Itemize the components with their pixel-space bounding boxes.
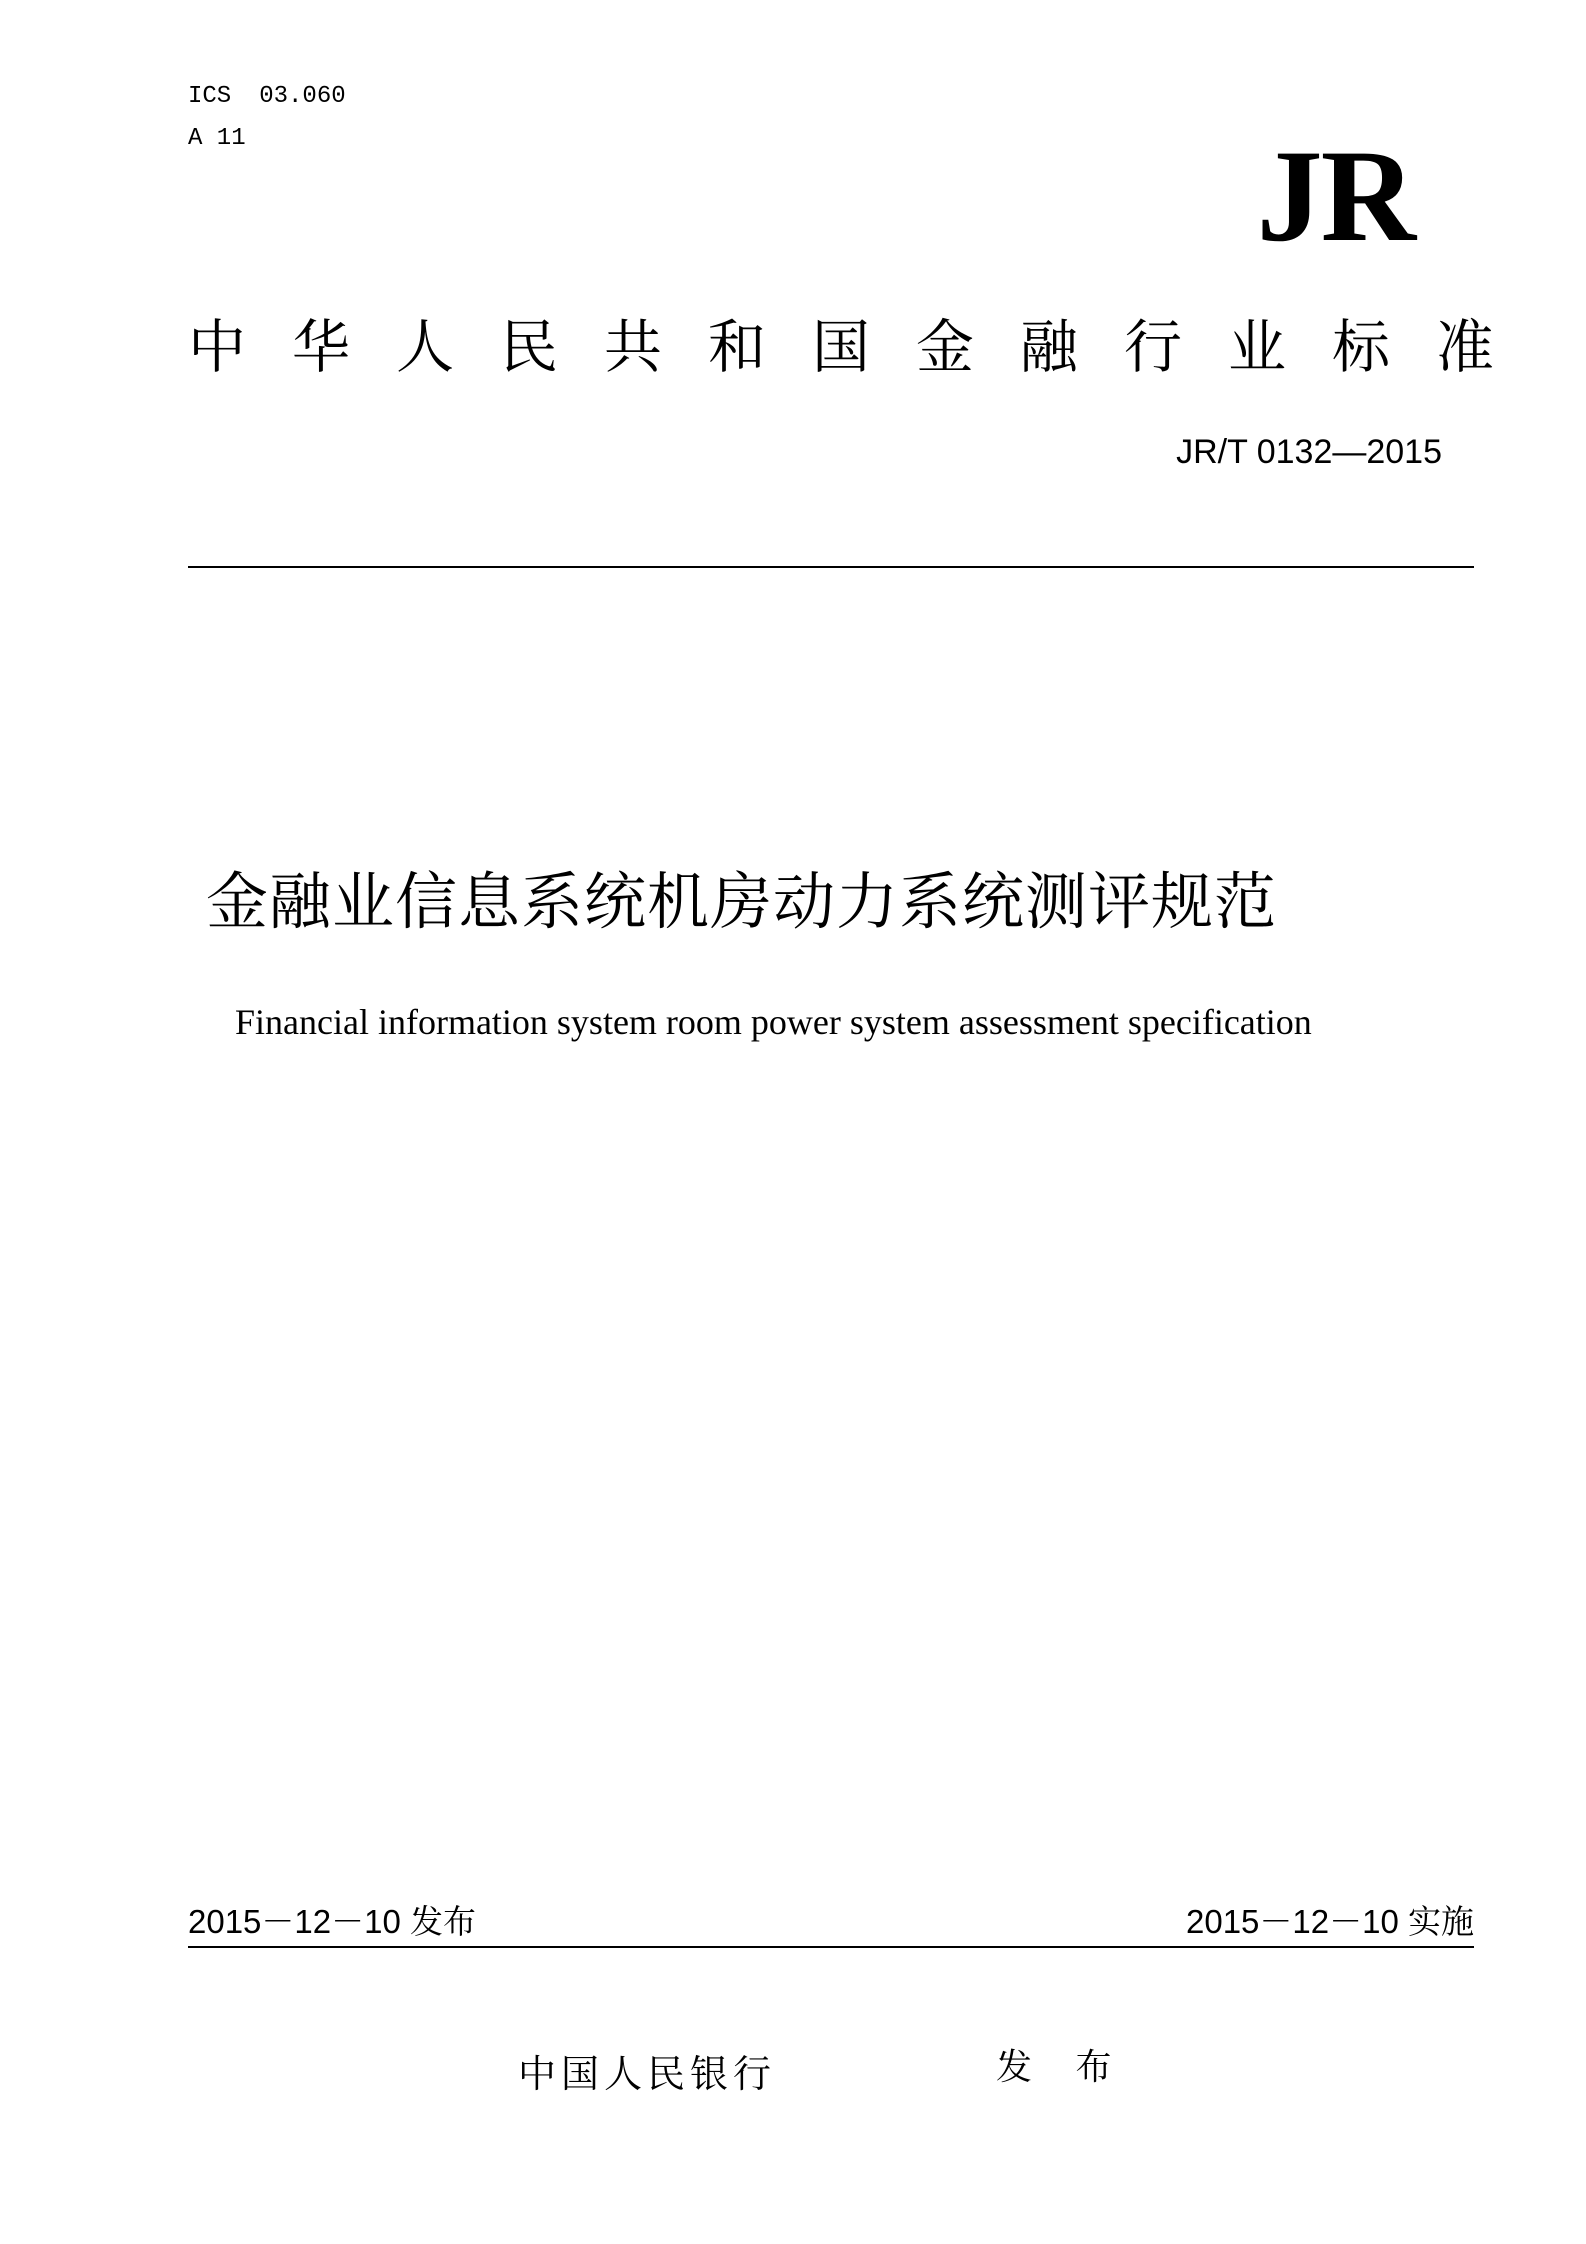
header-divider — [188, 566, 1474, 568]
jr-logo: JR — [1256, 122, 1414, 269]
issuing-authority: 中国人民银行 — [518, 2052, 777, 2096]
document-title-chinese: 金融业信息系统机房动力系统测评规范 — [206, 865, 1278, 938]
issue-date: 2015－12－10 发布 — [188, 1903, 476, 1940]
document-title-english: Financial information system room power system assessment specification — [235, 1002, 1312, 1042]
ics-label: ICS — [188, 83, 232, 110]
standard-category-heading: 中华人民共和国金融行业标准 — [188, 313, 1541, 381]
implementation-date: 2015－12－10 实施 — [1186, 1903, 1474, 1940]
ics-code: 03.060 — [259, 83, 346, 110]
issuance-label: 发 布 — [996, 2047, 1128, 2088]
ccs-classification: A 11 — [188, 125, 246, 152]
date-divider — [188, 1946, 1474, 1948]
standard-number: JR/T 0132—2015 — [1176, 433, 1442, 471]
ics-classification — [188, 82, 346, 112]
